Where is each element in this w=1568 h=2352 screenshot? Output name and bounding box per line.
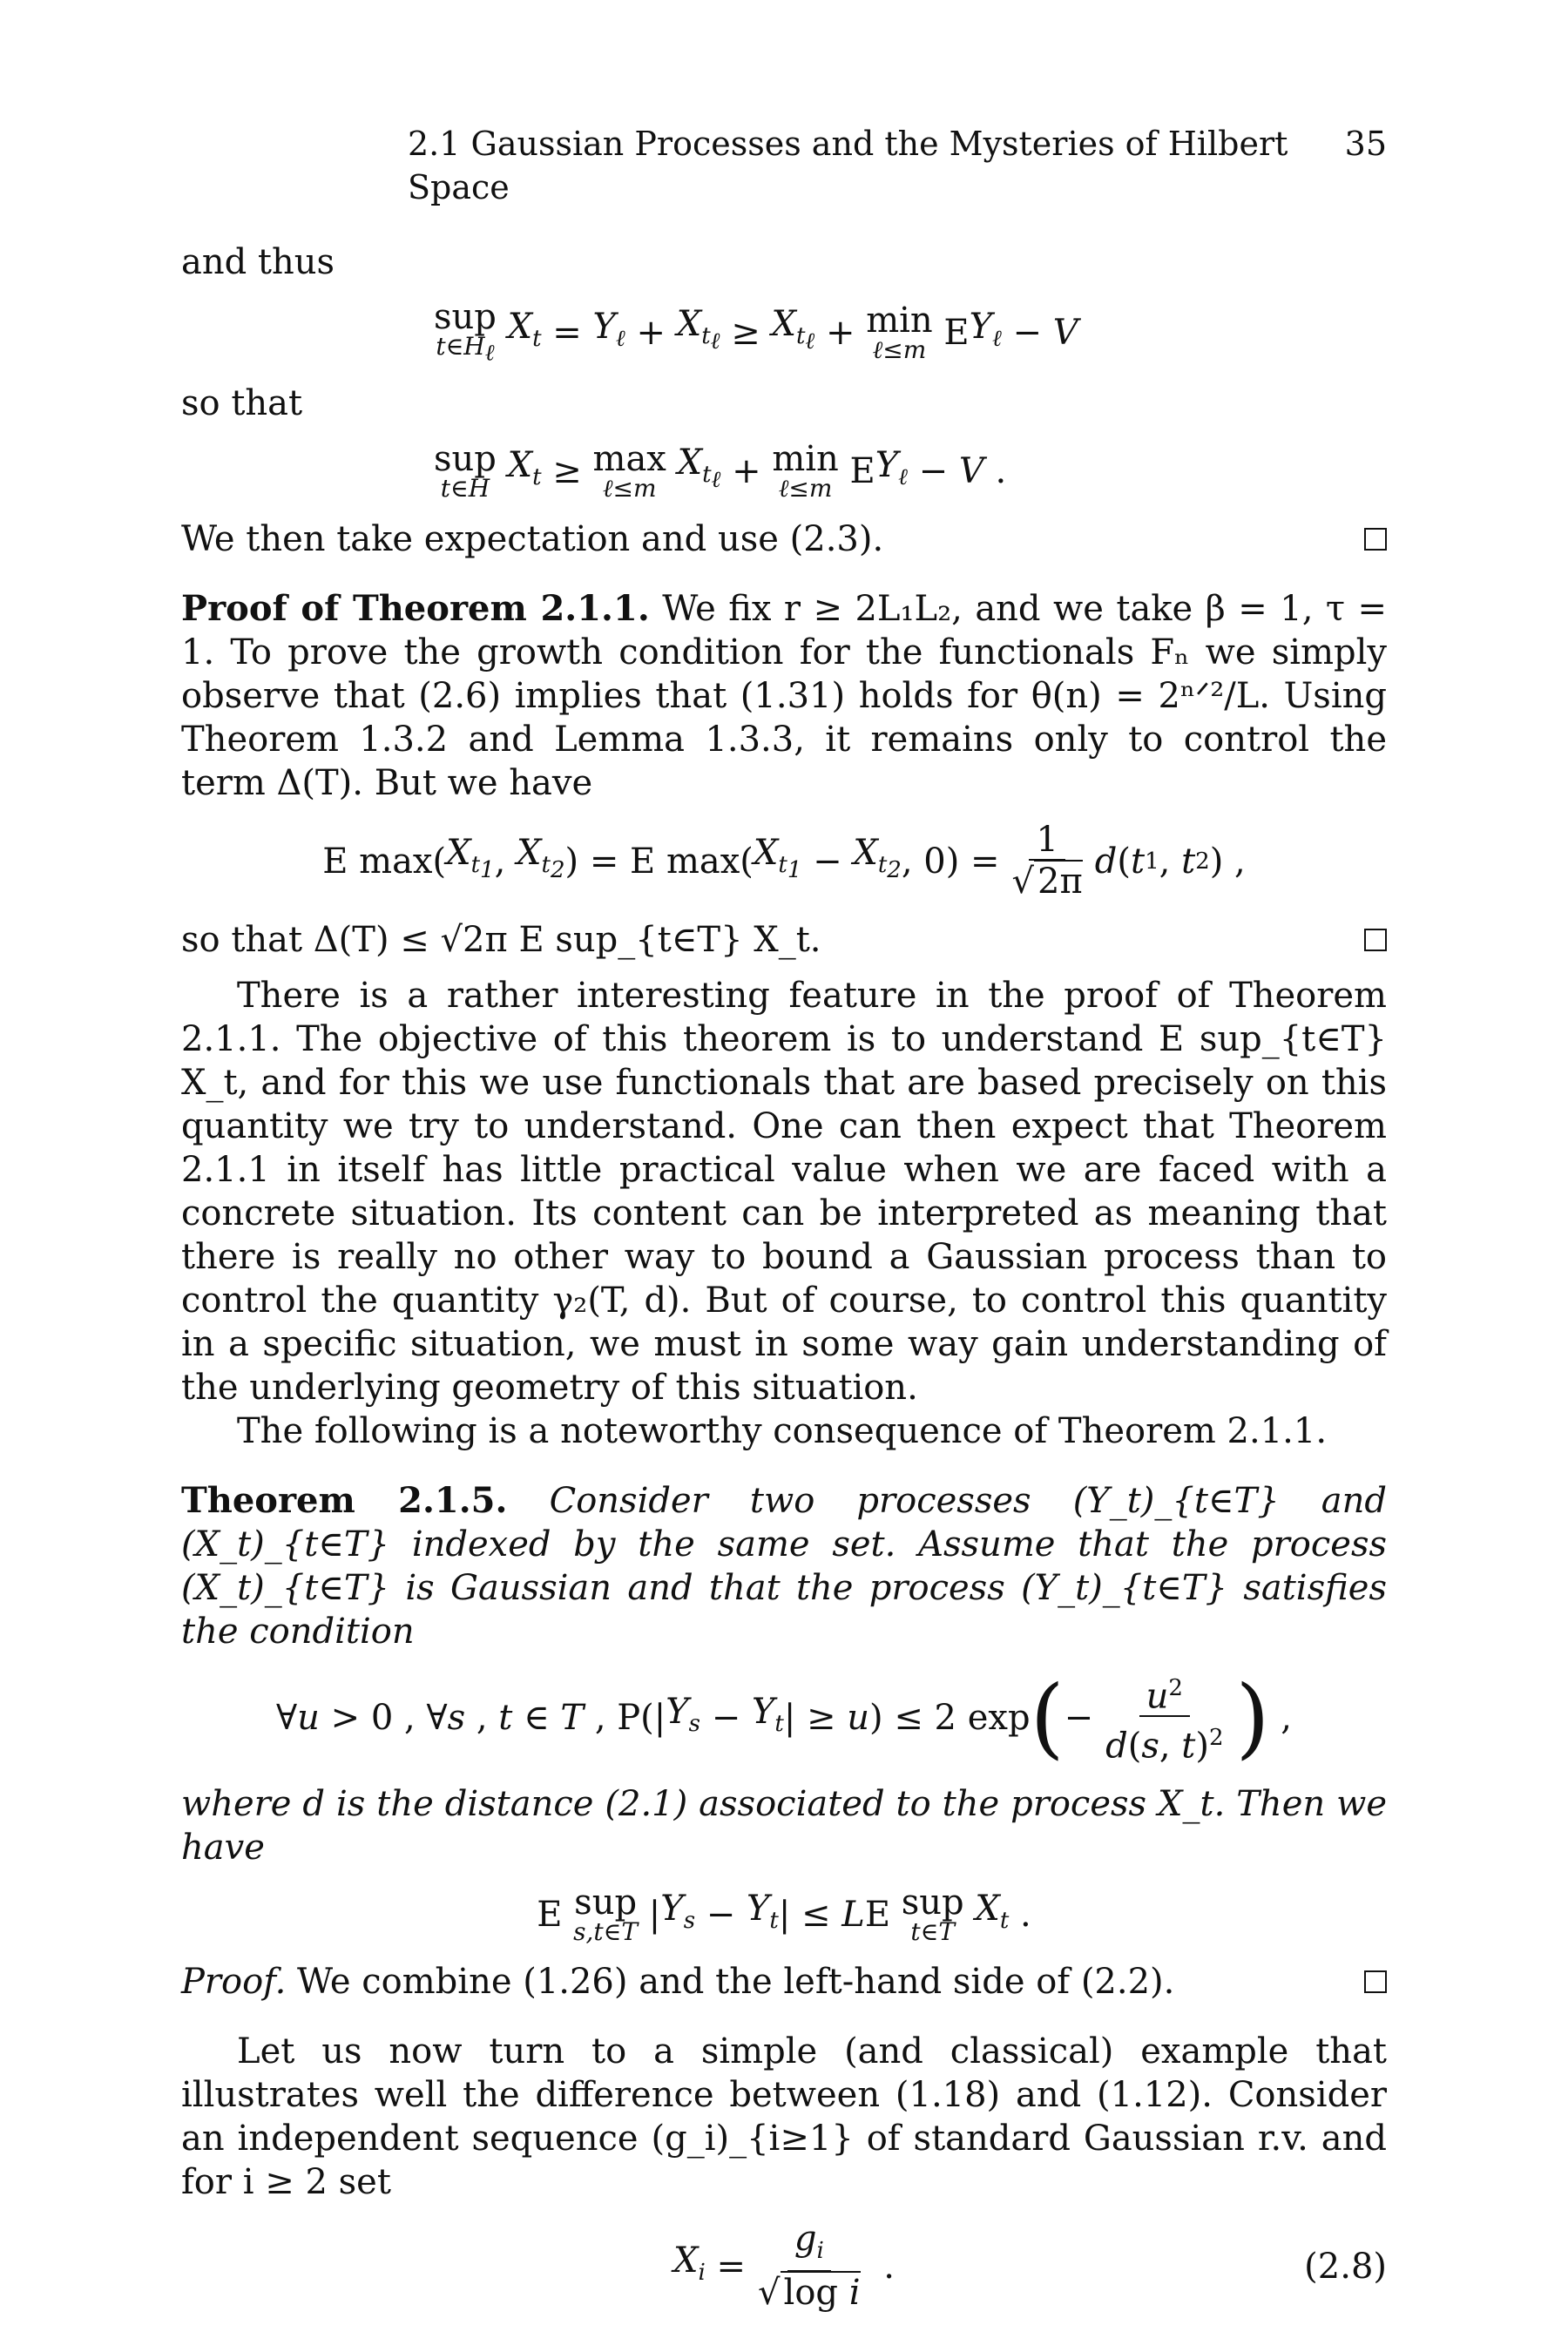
qed-square-icon [1364,528,1387,551]
equation-condition: ∀ u > 0 , ∀ s , t ∈ T , P(| $Y_s$ − $Y_t$ | ≥ u ) ≤ 2 exp ( − $\frac{u^2}{d(s, t)^2}$ ) , [276,1666,1292,1769]
equation-emax: E max( $X_{t_1}$ , $X_{t_2}$ ) = E max( $X_{t_1}$ − $X_{t_2}$ , 0) = $\frac{1}{√ 2\pi}$ d ( t 1 , t 2 ) , [322,819,1246,902]
page-number: 35 [1344,125,1387,163]
equation-sup-h: sup t∈H $X_t$ ≥ max ℓ≤m $X_{t_\ell}$ + min ℓ≤m E $Y_\ell$ − V . [434,438,1007,503]
proof-label: Proof of Theorem 2.1.1. [181,587,650,629]
qed-square-icon [1364,1970,1387,1993]
equation-sup-ht: sup $t\in H_\ell$ $X_t$ = $Y_\ell$ + $X_{t_\ell}$ ≥ $X_{t_\ell}$ + min ℓ≤m E $Y_\ell$ − V [434,297,1078,367]
equation-2-8: $X_i$ = $\frac{g_i}{\text{√ log i}}$ . (2.8) [673,2219,1387,2314]
so-that-delta-text: so that Δ(T) ≤ √2π E sup_{t∈T} X_t. [181,919,821,960]
expectation-text: We then take expectation and use (2.3). [181,518,884,559]
running-head [408,122,1387,209]
expectation-line [181,517,1387,561]
qed-square-icon [1364,929,1387,951]
equation-number: (2.8) [1304,2247,1387,2288]
and-thus-text: and thus [181,242,335,282]
proof2-label: Proof. [181,1962,287,2003]
theorem-body: Consider two processes (Y_t)_{t∈T} and (X_t)_{t∈T} indexed by the same set. Assume that the process (X_t)_{t∈T} is Gaussian and that the process (Y_t)_{t∈T} satisfies the condition [181,1480,1387,1652]
section-title: 2.1 Gaussian Processes and the Mysteries of Hilbert Space [408,125,1288,206]
so-that-text: so that [181,382,303,423]
where-d-text: where d is the distance (2.1) associated to the process X_t. Then we have [181,1784,1387,1869]
proof2-body: We combine (1.26) and the left-hand side of (2.2). [286,1962,1175,2003]
noteworthy-text: The following is a noteworthy consequence of Theorem 2.1.1. [237,1410,1328,1451]
theorem-2-1-5 [181,1479,1387,1653]
proof-theorem-2-1-1 [181,587,1387,805]
equation-esup: E sup s,t∈T | $Y_s$ − $Y_t$ | ≤ L E sup t∈T $X_t$ . [537,1882,1031,1947]
theorem-label: Theorem 2.1.5. [181,1479,508,1521]
page [181,122,1387,2329]
so-that-delta-line [181,918,1387,962]
proof-2-line [181,1960,1387,2004]
example-paragraph: Let us now turn to a simple (and classical) example that illustrates well the difference between (1.18) and (1.12). Consider an independent sequence (g_i)_{i≥1} of standard Gaussian r.v. and for i ≥ 2 set [181,2031,1387,2203]
proof-body: We fix r ≥ 2L₁L₂, and we take β = 1, τ = 1. To prove the growth condition for the functionals Fₙ we simply observe that (2.6) implies that (1.31) holds for θ(n) = 2ⁿᐟ²/L. Using Theorem 1.3.2 and Lemma 1.3.3, it remains only to control the term Δ(T). But we have [181,588,1387,803]
feature-paragraph: There is a rather interesting feature in the proof of Theorem 2.1.1. The objective of this theorem is to understand E sup_{t∈T} X_t, and for this we use functionals that are based precisely on this quantity we try to understand. One can then expect that Theorem 2.1.1 in itself has little practical value when we are faced with a concrete situation. Its content can be interpreted as meaning that there is really no other way to bound a Gaussian process than to control the quantity γ₂(T, d). But of course, to control this quantity in a specific situation, we must in some way gain understanding of the underlying geometry of this situation. [181,975,1387,1408]
